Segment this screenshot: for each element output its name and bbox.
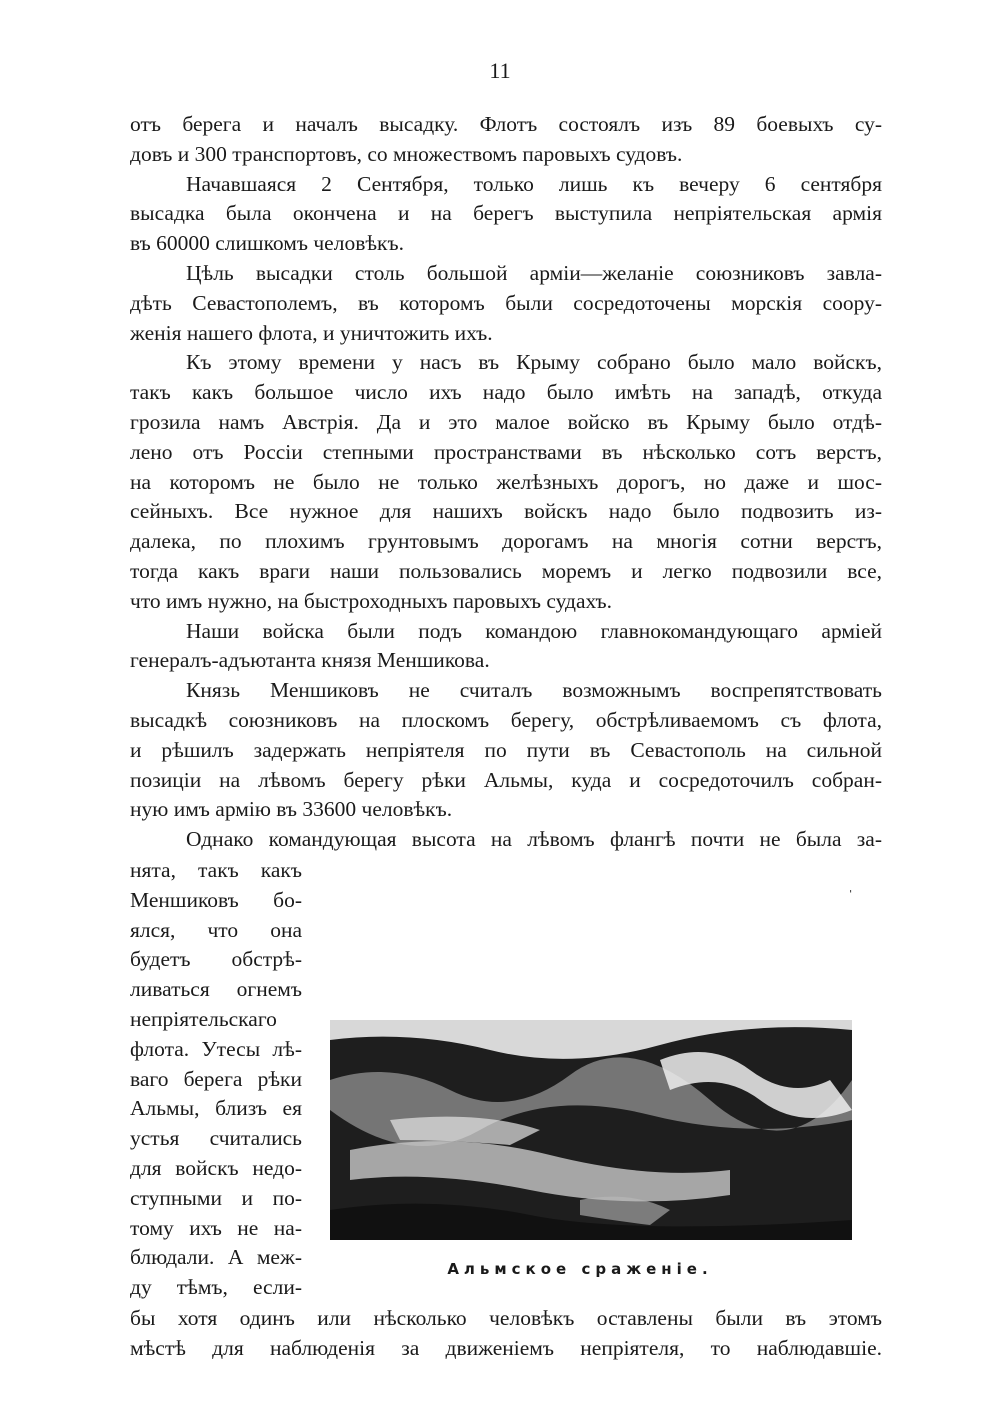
text-line: Наши войска были подъ командою главнокомандующаго арміей (186, 618, 882, 643)
text-line: будетъ обстрѣ- (130, 947, 302, 972)
text-line: въ 60000 слишкомъ человѣкъ. (130, 231, 404, 256)
main-text (130, 110, 882, 855)
text-line: мѣстѣ для наблюденія за движеніемъ непріятеля, то наблюдавшіе. (130, 1335, 882, 1360)
text-line: блюдали. А меж- (130, 1245, 302, 1270)
text-line: ду тѣмъ, если- (130, 1275, 302, 1300)
text-line: Цѣль высадки столь большой арміи—желаніе союзниковъ завла- (186, 260, 882, 285)
text-line: высадкѣ союзниковъ на плоскомъ берегу, обстрѣливаемомъ съ флота, (130, 707, 882, 732)
figure-caption: Альмское сраженіе. (447, 1260, 713, 1278)
text-line: ливаться огнемъ (130, 977, 302, 1002)
text-line: генералъ-адъютанта князя Меншикова. (130, 648, 490, 673)
text-line: позиціи на лѣвомъ берегу рѣки Альмы, куда и сосредоточилъ собран- (130, 767, 882, 792)
text-line: на которомъ не было не только желѣзныхъ дорогъ, но даже и шос- (130, 469, 882, 494)
text-line: отъ берега и началъ высадку. Флотъ состоялъ изъ 89 боевыхъ су- (130, 112, 882, 136)
bottom-text (130, 1304, 882, 1364)
text-line: женія нашего флота, и уничтожить ихъ. (130, 320, 493, 345)
text-line: нята, такъ какъ (130, 858, 302, 882)
text-line: грозила намъ Австрія. Да и это малое войско въ Крыму было отдѣ- (130, 409, 882, 434)
text-line: ялся, что она (130, 917, 302, 942)
text-line: довъ и 300 транспортовъ, со множествомъ паровыхъ судовъ. (130, 141, 683, 166)
text-line: высадка была окончена и на берегъ выступила непріятельская армія (130, 201, 882, 226)
text-line: дѣть Севастополемъ, въ которомъ были сосредоточены морскія соору- (130, 290, 882, 315)
text-line: Князь Меншиковъ не считалъ возможнымъ воспрепятствовать (186, 678, 882, 703)
text-line: такъ какъ большое число ихъ надо было имѣть на западѣ, откуда (130, 380, 882, 405)
text-line: и рѣшилъ задержать непріятеля по пути въ Севастополь на сильной (130, 737, 882, 762)
text-line: Къ этому времени у насъ въ Крыму собрано было мало войскъ, (186, 350, 882, 375)
text-line: ступными и по- (130, 1185, 302, 1210)
text-line: бы хотя одинъ или нѣсколько человѣкъ оставлены были въ этомъ (130, 1306, 882, 1330)
text-line: Однако командующая высота на лѣвомъ флангѣ почти не была за- (186, 827, 882, 852)
stray-mark: ˌ (848, 876, 854, 893)
text-line: Начавшаяся 2 Сентября, только лишь къ вечеру 6 сентября (186, 171, 882, 196)
text-line: что имъ нужно, на быстроходныхъ паровыхъ судахъ. (130, 588, 612, 613)
text-line: Альмы, близъ ея (130, 1096, 302, 1121)
text-line: для войскъ недо- (130, 1155, 302, 1180)
text-line: сейныхъ. Все нужное для нашихъ войскъ надо было подвозить из- (130, 499, 882, 524)
narrow-text-column (130, 856, 302, 1303)
text-line: ную имъ армію въ 33600 человѣкъ. (130, 797, 453, 822)
text-line: флота. Утесы лѣ- (130, 1036, 302, 1061)
text-line: непріятельскаго (130, 1006, 277, 1031)
page-number: 11 (489, 58, 511, 83)
text-line: устья считались (130, 1126, 302, 1151)
text-line: Меншиковъ бо- (130, 887, 302, 912)
text-line: далека, по плохимъ грунтовымъ дорогамъ на многія сотни верстъ, (130, 529, 882, 554)
landscape-image (330, 1020, 852, 1240)
text-line: тому ихъ не на- (130, 1215, 302, 1240)
text-line: лено отъ Россіи степными пространствами въ нѣсколько сотъ верстъ, (130, 439, 882, 464)
text-line: тогда какъ враги наши пользовались моремъ и легко подвозили все, (130, 558, 882, 583)
battle-illustration (330, 1020, 852, 1240)
text-line: ваго берега рѣки (130, 1066, 302, 1091)
